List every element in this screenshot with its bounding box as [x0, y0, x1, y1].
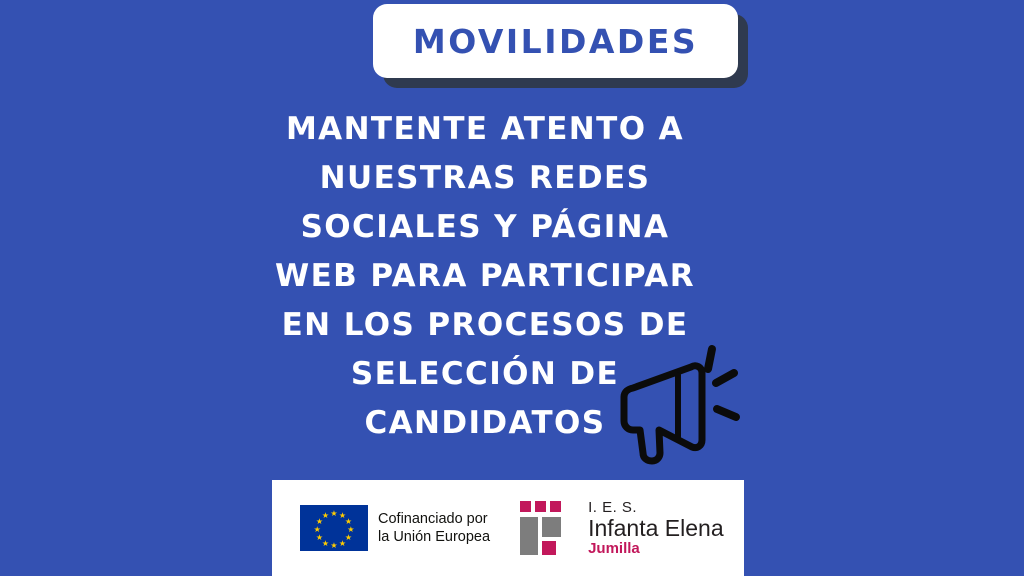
body-line: WEB PARA PARTICIPAR: [275, 258, 695, 294]
eu-flag-icon: ★ ★ ★ ★ ★ ★ ★ ★ ★ ★ ★ ★: [300, 505, 368, 551]
footer-logo-band: [272, 480, 744, 576]
eu-cofunding-logo: [300, 505, 490, 551]
title-pill: [373, 4, 738, 78]
ies-infanta-elena-logo-icon: [520, 501, 578, 555]
body-line: MANTENTE ATENTO A: [285, 111, 685, 147]
school-logo-line2: Infanta Elena: [588, 514, 724, 541]
body-line: NUESTRAS REDES: [319, 160, 651, 196]
page-title: MOVILIDADES: [412, 21, 699, 61]
body-line: CANDIDATOS: [364, 405, 606, 441]
body-line: SOCIALES Y PÁGINA: [300, 209, 670, 245]
eu-logo-line2: la Unión Europea: [378, 529, 491, 545]
megaphone-icon: [596, 325, 746, 475]
school-logo: [520, 500, 724, 557]
body-line: SELECCIÓN DE: [350, 356, 620, 392]
school-logo-line3: Jumilla: [588, 539, 640, 557]
body-line: EN LOS PROCESOS DE: [281, 307, 689, 343]
eu-logo-text: [378, 510, 490, 546]
eu-logo-line1: Cofinanciado por: [378, 511, 488, 527]
school-logo-line1: I. E. S.: [588, 498, 638, 516]
school-logo-text: [588, 500, 724, 557]
